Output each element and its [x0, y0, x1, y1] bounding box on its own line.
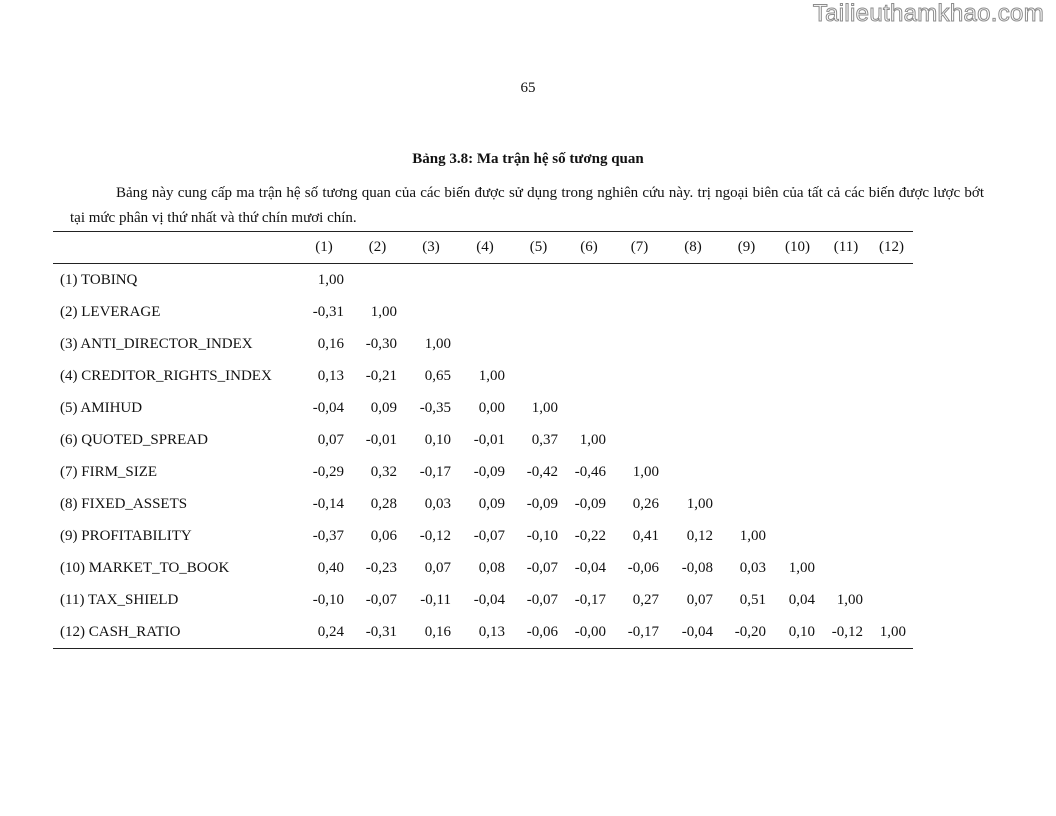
correlation-value: -0,29 — [312, 463, 344, 480]
correlation-value: 0,07 — [424, 559, 451, 576]
empty-cell — [720, 392, 773, 424]
column-header: (3) — [404, 232, 458, 264]
table-row — [53, 392, 913, 424]
empty-cell — [870, 392, 913, 424]
column-header: (11) — [822, 232, 870, 264]
correlation-value: -0,01 — [473, 431, 505, 448]
correlation-value: -0,14 — [312, 495, 344, 512]
row-label: (6) QUOTED_SPREAD — [60, 431, 208, 448]
empty-cell — [870, 552, 913, 584]
correlation-value: 0,24 — [297, 616, 351, 649]
correlation-value: 1,00 — [836, 591, 863, 608]
correlation-value: 0,06 — [370, 527, 397, 544]
correlation-value: 0,28 — [370, 495, 397, 512]
row-label: (2) LEVERAGE — [60, 303, 161, 320]
correlation-value: 0,08 — [478, 559, 505, 576]
empty-cell — [666, 264, 720, 297]
correlation-value: -0,42 — [526, 463, 558, 480]
table-title: Bảng 3.8: Ma trận hệ số tương quan — [412, 151, 644, 167]
column-header: (7) — [613, 232, 666, 264]
empty-cell — [773, 264, 822, 297]
empty-cell — [773, 488, 822, 520]
correlation-value: 0,03 — [424, 495, 451, 512]
correlation-value: 0,12 — [686, 527, 713, 544]
empty-cell — [458, 264, 512, 297]
row-label: (11) TAX_SHIELD — [60, 591, 179, 608]
empty-cell — [773, 360, 822, 392]
correlation-value: 1,00 — [870, 616, 913, 649]
correlation-value: 0,26 — [632, 495, 659, 512]
correlation-value: 1,00 — [739, 527, 766, 544]
correlation-value: -0,23 — [365, 559, 397, 576]
empty-cell — [458, 296, 512, 328]
correlation-value: -0,07 — [365, 591, 397, 608]
correlation-value: -0,35 — [419, 399, 451, 416]
correlation-value: 1,00 — [478, 367, 505, 384]
column-header: (2) — [351, 232, 404, 264]
empty-cell — [870, 424, 913, 456]
correlation-value: 0,10 — [773, 616, 822, 649]
row-label: (5) AMIHUD — [60, 399, 143, 416]
empty-cell — [870, 520, 913, 552]
correlation-value: -0,01 — [365, 431, 397, 448]
correlation-value: -0,37 — [312, 527, 344, 544]
empty-cell — [870, 360, 913, 392]
empty-cell — [565, 264, 613, 297]
correlation-value: -0,30 — [365, 335, 397, 352]
header-corner — [53, 232, 297, 264]
empty-cell — [512, 296, 565, 328]
column-header: (10) — [773, 232, 822, 264]
correlation-value: 1,00 — [317, 271, 344, 288]
empty-cell — [565, 296, 613, 328]
empty-cell — [720, 328, 773, 360]
table-row — [53, 296, 913, 328]
correlation-value: 0,13 — [317, 367, 344, 384]
empty-cell — [822, 392, 870, 424]
correlation-value: -0,04 — [666, 616, 720, 649]
empty-cell — [666, 328, 720, 360]
empty-cell — [720, 264, 773, 297]
table-row — [53, 424, 913, 456]
column-header: (9) — [720, 232, 773, 264]
empty-cell — [666, 296, 720, 328]
correlation-value: 0,03 — [739, 559, 766, 576]
empty-cell — [666, 456, 720, 488]
empty-cell — [773, 328, 822, 360]
table-body — [53, 264, 913, 649]
column-header: (5) — [512, 232, 565, 264]
correlation-value: 1,00 — [579, 431, 606, 448]
correlation-value: 1,00 — [531, 399, 558, 416]
correlation-value: 0,40 — [317, 559, 344, 576]
correlation-value: 1,00 — [686, 495, 713, 512]
empty-cell — [351, 264, 404, 297]
empty-cell — [720, 360, 773, 392]
correlation-value: 0,07 — [317, 431, 344, 448]
correlation-value: 0,27 — [632, 591, 659, 608]
table-row — [53, 360, 913, 392]
empty-cell — [512, 360, 565, 392]
empty-cell — [565, 392, 613, 424]
empty-cell — [822, 360, 870, 392]
empty-cell — [613, 424, 666, 456]
correlation-value: -0,07 — [526, 591, 558, 608]
correlation-value: 0,07 — [686, 591, 713, 608]
empty-cell — [822, 424, 870, 456]
table-row — [53, 456, 913, 488]
correlation-value: -0,06 — [627, 559, 659, 576]
empty-cell — [870, 328, 913, 360]
correlation-value: -0,22 — [574, 527, 606, 544]
empty-cell — [773, 456, 822, 488]
row-label: (12) CASH_RATIO — [53, 616, 297, 649]
empty-cell — [773, 424, 822, 456]
empty-cell — [565, 360, 613, 392]
column-header: (6) — [565, 232, 613, 264]
correlation-value: 0,09 — [478, 495, 505, 512]
correlation-value: -0,17 — [574, 591, 606, 608]
empty-cell — [822, 520, 870, 552]
correlation-value: -0,06 — [512, 616, 565, 649]
correlation-value: 1,00 — [788, 559, 815, 576]
empty-cell — [512, 264, 565, 297]
column-header: (12) — [870, 232, 913, 264]
empty-cell — [822, 456, 870, 488]
correlation-value: 0,00 — [478, 399, 505, 416]
correlation-value: -0,09 — [574, 495, 606, 512]
empty-cell — [822, 264, 870, 297]
correlation-value: -0,10 — [312, 591, 344, 608]
correlation-value: -0,12 — [419, 527, 451, 544]
correlation-value: -0,31 — [351, 616, 404, 649]
correlation-value: 0,32 — [370, 463, 397, 480]
empty-cell — [666, 392, 720, 424]
table-row — [53, 488, 913, 520]
empty-cell — [458, 328, 512, 360]
table-row — [53, 264, 913, 297]
correlation-value: -0,08 — [681, 559, 713, 576]
correlation-value: -0,07 — [526, 559, 558, 576]
table-row — [53, 584, 913, 616]
correlation-value: -0,07 — [473, 527, 505, 544]
empty-cell — [870, 584, 913, 616]
column-header: (8) — [666, 232, 720, 264]
correlation-value: -0,04 — [473, 591, 505, 608]
correlation-value: -0,00 — [565, 616, 613, 649]
row-label: (9) PROFITABILITY — [60, 527, 192, 544]
empty-cell — [773, 392, 822, 424]
row-label: (4) CREDITOR_RIGHTS_INDEX — [60, 367, 272, 384]
table-row — [53, 552, 913, 584]
column-header: (4) — [458, 232, 512, 264]
table-row — [53, 328, 913, 360]
correlation-value: -0,46 — [574, 463, 606, 480]
row-label: (8) FIXED_ASSETS — [60, 495, 188, 512]
correlation-value: 1,00 — [424, 335, 451, 352]
empty-cell — [613, 264, 666, 297]
empty-cell — [720, 424, 773, 456]
correlation-value: -0,12 — [822, 616, 870, 649]
correlation-value: 0,16 — [317, 335, 344, 352]
correlation-value: -0,20 — [720, 616, 773, 649]
correlation-value: 0,16 — [404, 616, 458, 649]
correlation-value: -0,11 — [420, 591, 451, 608]
correlation-value: 0,51 — [739, 591, 766, 608]
empty-cell — [822, 488, 870, 520]
empty-cell — [404, 296, 458, 328]
table-description: Bảng này cung cấp ma trận hệ số tương quan của các biến được sử dụng trong nghiên cứu này. trị ngoại biên của tất cả các biến được lược bớt tại mức phân vị thứ nhất và thứ chín mươi chín. — [70, 185, 984, 226]
empty-cell — [613, 392, 666, 424]
correlation-value: 0,09 — [370, 399, 397, 416]
table-row — [53, 520, 913, 552]
empty-cell — [666, 360, 720, 392]
correlation-value: -0,31 — [312, 303, 344, 320]
empty-cell — [720, 488, 773, 520]
empty-cell — [720, 296, 773, 328]
correlation-value: -0,21 — [365, 367, 397, 384]
empty-cell — [870, 456, 913, 488]
correlation-value: 0,41 — [632, 527, 659, 544]
correlation-matrix-table — [53, 231, 913, 649]
empty-cell — [613, 328, 666, 360]
correlation-value: 0,10 — [424, 431, 451, 448]
empty-cell — [870, 296, 913, 328]
correlation-value: 0,65 — [424, 367, 451, 384]
table-row — [53, 616, 913, 649]
correlation-value: 0,13 — [458, 616, 512, 649]
correlation-value: 1,00 — [632, 463, 659, 480]
empty-cell — [822, 552, 870, 584]
correlation-value: 0,37 — [531, 431, 558, 448]
empty-cell — [404, 264, 458, 297]
correlation-value: -0,10 — [526, 527, 558, 544]
column-header: (1) — [297, 232, 351, 264]
row-label: (7) FIRM_SIZE — [60, 463, 158, 480]
row-label: (1) TOBINQ — [60, 271, 138, 288]
correlation-value: -0,17 — [419, 463, 451, 480]
empty-cell — [822, 296, 870, 328]
row-label: (10) MARKET_TO_BOOK — [60, 559, 230, 576]
correlation-value: -0,17 — [613, 616, 666, 649]
empty-cell — [720, 456, 773, 488]
empty-cell — [565, 328, 613, 360]
correlation-value: 1,00 — [370, 303, 397, 320]
correlation-value: -0,09 — [473, 463, 505, 480]
page-number: 65 — [520, 80, 536, 96]
correlation-value: -0,09 — [526, 495, 558, 512]
correlation-value: 0,04 — [788, 591, 815, 608]
watermark: Tailieuthamkhao.com — [812, 0, 1044, 27]
empty-cell — [613, 296, 666, 328]
row-label: (3) ANTI_DIRECTOR_INDEX — [60, 335, 253, 352]
empty-cell — [666, 424, 720, 456]
empty-cell — [773, 520, 822, 552]
empty-cell — [512, 328, 565, 360]
empty-cell — [870, 488, 913, 520]
empty-cell — [870, 264, 913, 297]
empty-cell — [773, 296, 822, 328]
correlation-value: -0,04 — [312, 399, 344, 416]
empty-cell — [822, 328, 870, 360]
empty-cell — [613, 360, 666, 392]
correlation-value: -0,04 — [574, 559, 606, 576]
header-row — [53, 232, 913, 264]
